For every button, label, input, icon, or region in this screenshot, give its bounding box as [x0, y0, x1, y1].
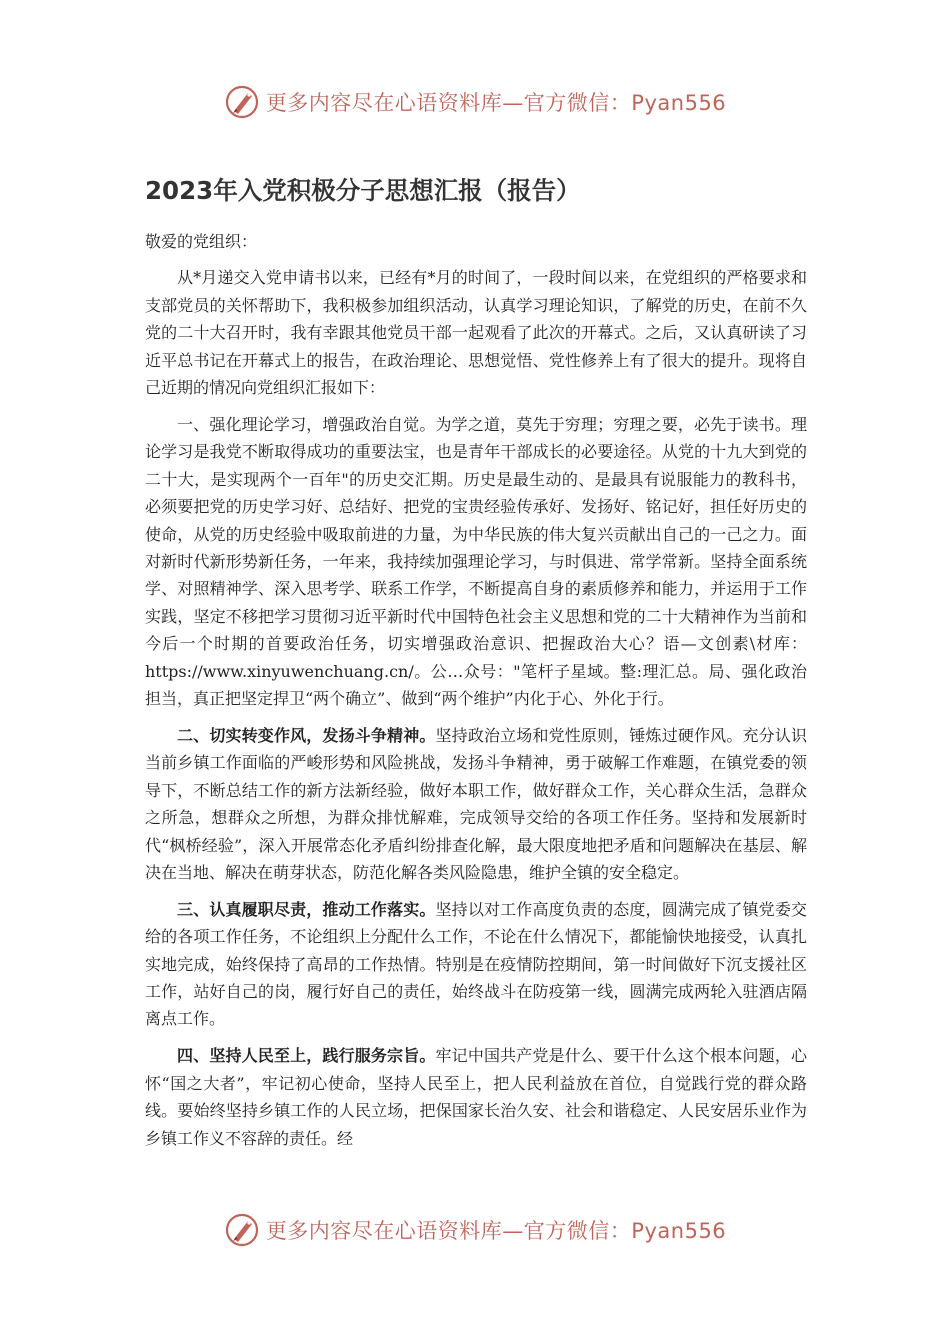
section-2-text: 坚持政治立场和党性原则，锤炼过硬作风。充分认识当前乡镇工作面临的严峻形势和风险挑战，发扬斗争精神，勇于破解工作难题，在镇党委的领导下，不断总结工作的新方法新经验，做好本职工作，做好群众工作，关心群众生活，急群众之所急，想群众之所想，为群众排忧解难，完成领导交给的各项工作任务。坚持和发展新时代“枫桥经验”，深入开展常态化矛盾纠纷排查化解，最大限度地把矛盾和问题解决在基层、解决在当地、解决在萌芽状态，防范化解各类风险隐患，维护全镇的安全稳定。 — [145, 725, 807, 882]
salutation: 敬爱的党组织： — [145, 232, 258, 251]
section-2-heading: 二、切实转变作风，发扬斗争精神。 — [177, 725, 436, 745]
document-title: 2023年入党积极分子思想汇报（报告） — [145, 176, 581, 205]
footer-banner — [0, 1210, 950, 1250]
section-3-paragraph — [145, 896, 807, 1033]
banner-text: 更多内容尽在心语资料库—官方微信：Pyan556 — [265, 1219, 727, 1243]
document-body — [145, 228, 807, 1162]
section-2-paragraph — [145, 722, 807, 886]
section-4-paragraph — [145, 1042, 807, 1152]
section-4-heading: 四、坚持人民至上，践行服务宗旨。 — [177, 1046, 436, 1066]
banner-text: 更多内容尽在心语资料库—官方微信：Pyan556 — [265, 91, 727, 115]
pen-nib-logo-icon — [224, 84, 260, 120]
pen-nib-logo-icon — [224, 1212, 260, 1248]
section-1-paragraph: 一、强化理论学习，增强政治自觉。为学之道，莫先于穷理；穷理之要，必先于读书。理论学习是我党不断取得成功的重要法宝，也是青年干部成长的必要途径。从党的十九大到党的二十大，是实现两个一百年"的历史交汇期。历史是最生动的、是最具有说服能力的教科书，必须要把党的历史学习好、总结好、把党的宝贵经验传承好、发扬好、铭记好，担任好历史的使命，从党的历史经验中吸取前进的力量，为中华民族的伟大复兴贡献出自己的一己之力。面对新时代新形势新任务，一年来，我持续加强理论学习，与时俱进、常学常新。坚持全面系统学、对照精神学、深入思考学、联系工作学，不断提高自身的素质修养和能力，并运用于工作实践，坚定不移把学习贯彻习近平新时代中国特色社会主义思想和党的二十大精神作为当前和今后一个时期的首要政治任务，切实增强政治意识、把握政治大心？语—文创素\材库：https://www.xinyuwenchuang.cn/。公…众号："笔杆子星域。整:理汇总。局、强化政治担当，真正把坚定捍卫“两个确立”、做到“两个维护”内化于心、外化于行。 — [145, 414, 807, 708]
header-banner — [0, 82, 950, 122]
section-4-text: 牢记中国共产党是什么、要干什么这个根本问题，心怀“国之大者”，牢记初心使命，坚持人民至上，把人民利益放在首位，自觉践行党的群众路线。要始终坚持乡镇工作的人民立场，把保国家长治久安、社会和谐稳定、人民安居乐业作为乡镇工作义不容辞的责任。经 — [145, 1046, 807, 1148]
intro-paragraph: 从*月递交入党申请书以来，已经有*月的时间了，一段时间以来，在党组织的严格要求和支部党员的关怀帮助下，我积极参加组织活动，认真学习理论知识，了解党的历史，在前不久党的二十大召开时，我有幸跟其他党员干部一起观看了此次的开幕式。之后，又认真研读了习近平总书记在开幕式上的报告，在政治理论、思想觉悟、党性修养上有了很大的提升。现将自己近期的情况向党组织汇报如下： — [145, 268, 807, 398]
section-3-heading: 三、认真履职尽责，推动工作落实。 — [177, 899, 436, 919]
section-3-text: 坚持以对工作高度负责的态度，圆满完成了镇党委交给的各项工作任务，不论组织上分配什么工作，不论在什么情况下，都能愉快地接受，认真扎实地完成，始终保持了高昂的工作热情。特别是在疫情防控期间，第一时间做好下沉支援社区工作，站好自己的岗，履行好自己的责任，始终战斗在防疫第一线，圆满完成两轮入驻酒店隔离点工作。 — [145, 899, 807, 1029]
